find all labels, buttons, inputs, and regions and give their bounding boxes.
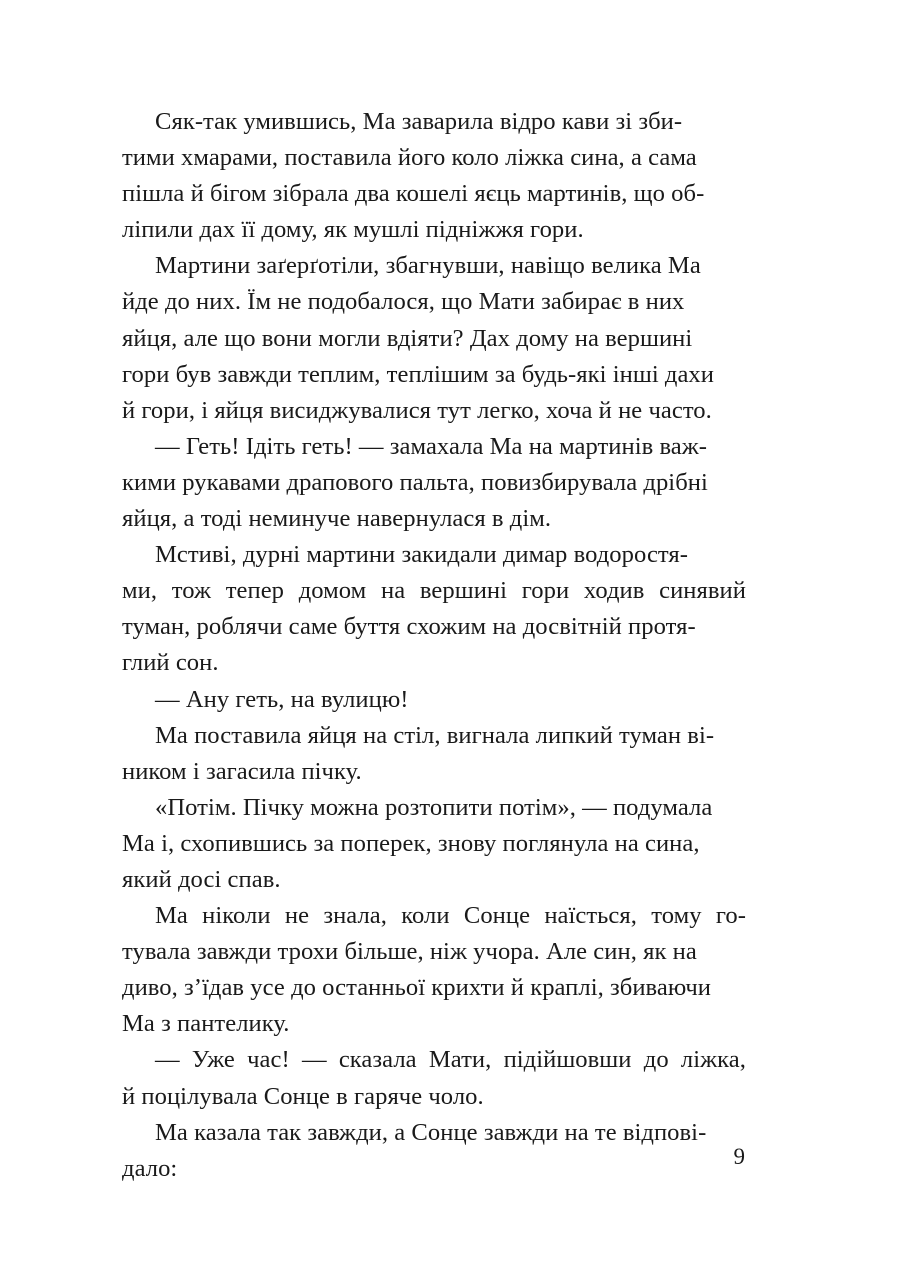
text-line: дало: — [122, 1154, 178, 1182]
page-text-block — [122, 104, 746, 1187]
text-line: — Ану геть, на вулицю! — [155, 685, 409, 713]
text-line: й поцілувала Сонце в гаряче чоло. — [122, 1082, 484, 1110]
paragraph — [122, 1042, 746, 1114]
text-line: «Потім. Пічку можна розтопити потім», — подумала — [155, 793, 713, 821]
paragraph — [122, 1115, 746, 1187]
text-line: яйця, а тоді неминуче навернулася в дім. — [122, 505, 552, 533]
text-line: пішла й бігом зібрала два кошелі яєць мартинів, що об- — [122, 180, 705, 208]
text-line: Ма і, схопившись за поперек, знову поглянула на сина, — [122, 829, 700, 857]
paragraph — [122, 248, 746, 428]
text-line: яйця, але що вони могли вдіяти? Дах дому на вершині — [122, 324, 693, 352]
text-line: йде до них. Їм не подобалося, що Мати забирає в них — [122, 288, 685, 316]
text-line: Сяк-так умившись, Ма заварила відро кави зі зби- — [155, 108, 683, 135]
text-line: Ма з пантелику. — [122, 1010, 290, 1038]
text-line: тими хмарами, поставила його коло ліжка сина, а сама — [122, 144, 697, 172]
paragraph — [122, 898, 746, 1042]
text-line: гори був завжди теплим, теплішим за будь-які інші дахи — [122, 360, 714, 388]
text-line: ником і загасила пічку. — [122, 757, 362, 785]
text-line: ми, тож тепер домом на вершині гори ходив синявий — [122, 577, 746, 605]
paragraph — [122, 429, 746, 537]
text-line: Ма поставила яйця на стіл, вигнала липкий туман ві- — [155, 721, 715, 749]
text-line: Мстиві, дурні мартини закидали димар водоростя- — [155, 541, 688, 569]
text-line: який досі спав. — [122, 865, 281, 893]
paragraph — [122, 790, 746, 898]
text-line: ліпили дах її дому, як мушлі підніжжя гори. — [122, 216, 584, 244]
text-line: — Геть! Ідіть геть! — замахала Ма на мартинів важ- — [155, 432, 708, 460]
text-line: тувала завжди трохи більше, ніж учора. Але син, як на — [122, 938, 697, 966]
text-line: глий сон. — [122, 649, 219, 677]
text-line: — Уже час! — сказала Мати, підійшовши до ліжка, — [155, 1046, 746, 1074]
paragraph — [122, 718, 746, 790]
text-line: диво, з’їдав усе до останньої крихти й краплі, збиваючи — [122, 974, 711, 1002]
text-line: кими рукавами драпового пальта, повизбирувала дрібні — [122, 468, 708, 496]
text-line: туман, роблячи саме буття схожим на досвітній протя- — [122, 613, 696, 641]
text-line: Мартини заґерґотіли, збагнувши, навіщо велика Ма — [155, 252, 701, 280]
paragraph — [122, 104, 746, 248]
text-line: Ма ніколи не знала, коли Сонце наїсться, тому го- — [155, 902, 746, 930]
paragraph — [122, 537, 746, 681]
text-line: Ма казала так завжди, а Сонце завжди на те відпові- — [155, 1118, 707, 1146]
page-number: 9 — [733, 1144, 745, 1169]
paragraph — [122, 682, 746, 718]
text-line: й гори, і яйця висиджувалися тут легко, хоча й не часто. — [122, 396, 712, 424]
